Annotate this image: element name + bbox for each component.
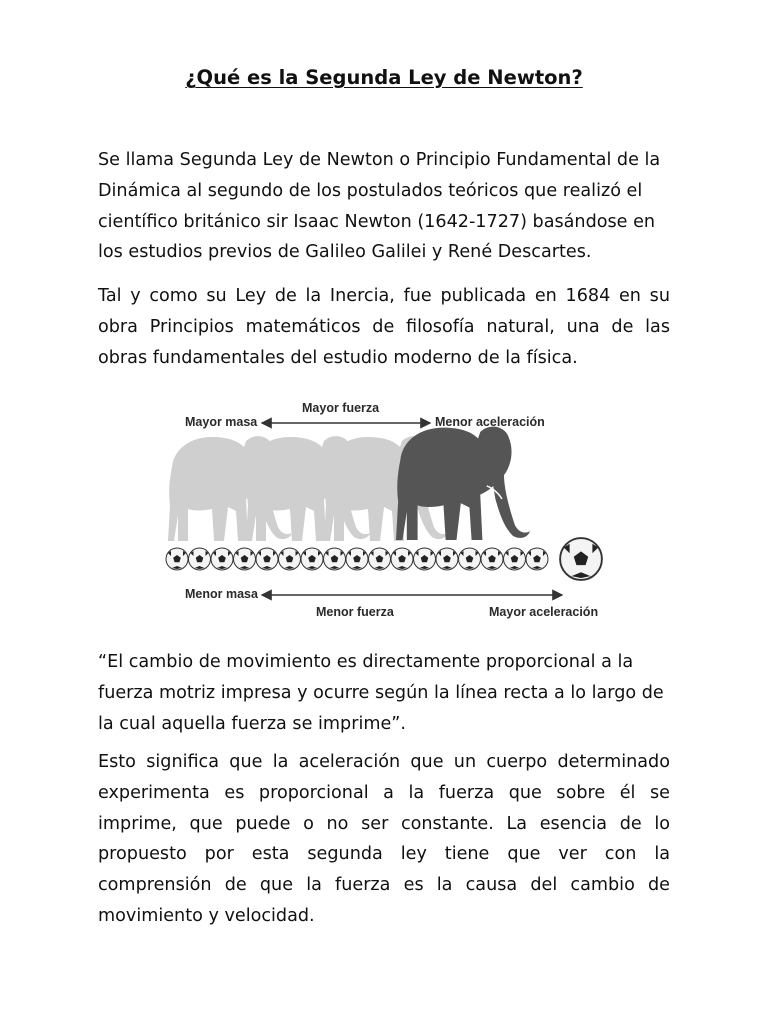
- small-soccer-ball-icon: [504, 548, 526, 570]
- small-soccer-ball-icon: [346, 548, 368, 570]
- label-menor-fuerza: Menor fuerza: [316, 605, 394, 619]
- label-menor-aceleracion: Menor aceleración: [435, 415, 545, 429]
- small-soccer-ball-icon: [526, 548, 548, 570]
- small-soccer-ball-icon: [436, 548, 458, 570]
- paragraph-2: Tal y como su Ley de la Inercia, fue publicada en 1684 en su obra Principios matemáticos de filosofía natural, una de las obras fundamentales del estudio moderno de la física.: [98, 286, 670, 368]
- small-soccer-ball-icon: [459, 548, 481, 570]
- page-title: ¿Qué es la Segunda Ley de Newton?: [185, 66, 583, 89]
- soccer-ball-icon: [560, 538, 602, 580]
- label-mayor-aceleracion: Mayor aceleración: [489, 605, 599, 619]
- small-soccer-ball-icon: [324, 548, 346, 570]
- elephant-icon: [396, 427, 530, 540]
- small-soccer-ball-icon: [189, 548, 211, 570]
- label-mayor-fuerza: Mayor fuerza: [302, 401, 380, 415]
- small-soccer-ball-icon: [369, 548, 391, 570]
- small-soccer-ball-icon: [481, 548, 503, 570]
- small-soccer-ball-icon: [391, 548, 413, 570]
- small-soccer-ball-icon: [234, 548, 256, 570]
- small-soccer-ball-icon: [256, 548, 278, 570]
- small-soccer-ball-icon: [166, 548, 188, 570]
- label-menor-masa: Menor masa: [185, 587, 258, 601]
- small-soccer-ball-icon: [301, 548, 323, 570]
- paragraph-1: Se llama Segunda Ley de Newton o Principio Fundamental de la Dinámica al segundo de los postulados teóricos que realizó el científico británico sir Isaac Newton (1642-1727) basándose en los estudios previos de Galileo Galilei y René Descartes.: [98, 150, 661, 263]
- newton-second-law-figure: [160, 393, 608, 625]
- quote-paragraph: “El cambio de movimiento es directamente proporcional a la fuerza motriz impresa y ocurre según la línea recta a lo largo de la cual aquella fuerza se imprime”.: [98, 652, 664, 734]
- label-mayor-masa: Mayor masa: [185, 415, 258, 429]
- soccer-balls-row: [166, 548, 548, 570]
- small-soccer-ball-icon: [414, 548, 436, 570]
- small-soccer-ball-icon: [211, 548, 233, 570]
- paragraph-4: Esto significa que la aceleración que un cuerpo determinado experimenta es proporcional a la fuerza que sobre él se imprime, que puede o no ser constante. La esencia de lo propuesto por esta segunda ley tiene que ver con la comprensión de que la fuerza es la causa del cambio de movimiento y velocidad.: [98, 752, 670, 926]
- small-soccer-ball-icon: [279, 548, 301, 570]
